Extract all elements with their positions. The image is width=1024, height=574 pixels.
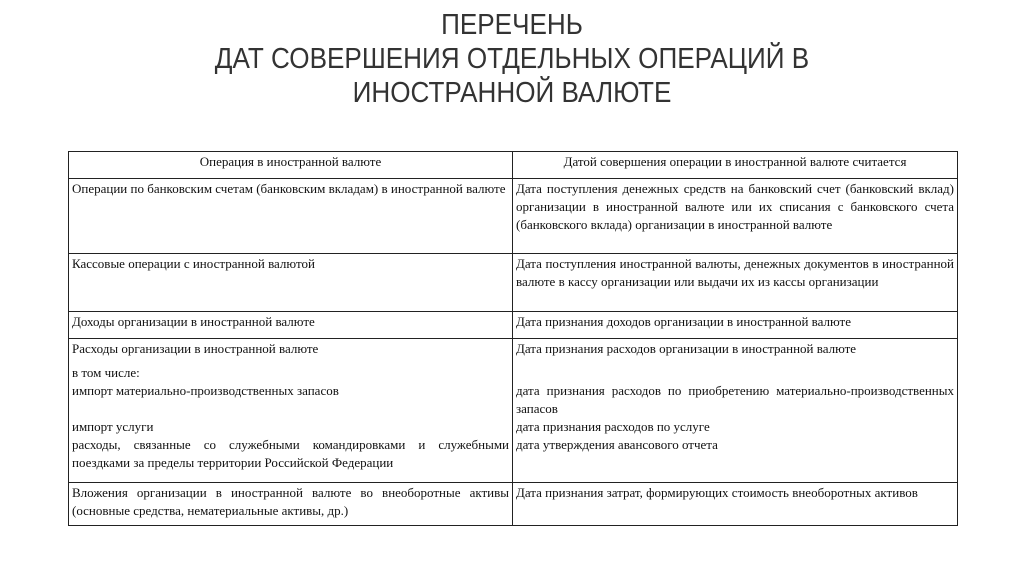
sub-operation-import-goods: импорт материально-производственных запасов [72,383,339,398]
including-label: в том числе: [72,365,140,380]
title-line-2: ДАТ СОВЕРШЕНИЯ ОТДЕЛЬНЫХ ОПЕРАЦИЙ В [214,43,810,75]
sub-date-travel: дата утверждения авансового отчета [516,437,718,452]
title-line-3: ИНОСТРАННОЙ ВАЛЮТЕ [352,77,672,109]
table-row [69,179,958,254]
page-title [51,8,973,110]
cell-operation: Кассовые операции с иностранной валютой [69,254,513,312]
cell-date [513,339,958,483]
table-row [69,254,958,312]
cell-operation [69,339,513,483]
cell-date: Дата поступления денежных средств на банковский счет (банковский вклад) организации в иностранной валюте или их списания с банковского счета (банковского вклада) организации в иностранной валюте [513,179,958,254]
expense-main: Расходы организации в иностранной валюте [72,341,319,356]
cell-operation: Операции по банковским счетам (банковским вкладам) в иностранной валюте [69,179,513,254]
header-operation: Операция в иностранной валюте [69,152,513,179]
table-row [69,483,958,526]
sub-date-import-services: дата признания расходов по услуге [516,419,710,434]
header-date: Датой совершения операции в иностранной валюте считается [513,152,958,179]
operations-table [68,151,958,526]
sub-operation-travel: расходы, связанные со служебными командировками и служебными поездками за пределы территории Российской Федерации [72,437,509,470]
sub-operation-import-services: импорт услуги [72,419,154,434]
cell-operation: Доходы организации в иностранной валюте [69,312,513,339]
cell-date: Дата признания доходов организации в иностранной валюте [513,312,958,339]
expense-main-date: Дата признания расходов организации в иностранной валюте [516,341,857,356]
sub-date-import-goods: дата признания расходов по приобретению материально-производственных запасов [516,383,954,416]
cell-operation: Вложения организации в иностранной валюте во внеоборотные активы (основные средства, нематериальные активы, др.) [69,483,513,526]
table-row [69,312,958,339]
title-line-1: ПЕРЕЧЕНЬ [441,9,583,41]
table-row [69,339,958,483]
table-header-row [69,152,958,179]
cell-date: Дата поступления иностранной валюты, денежных документов в иностранной валюте в кассу организации или выдачи их из кассы организации [513,254,958,312]
cell-date: Дата признания затрат, формирующих стоимость внеоборотных активов [513,483,958,526]
